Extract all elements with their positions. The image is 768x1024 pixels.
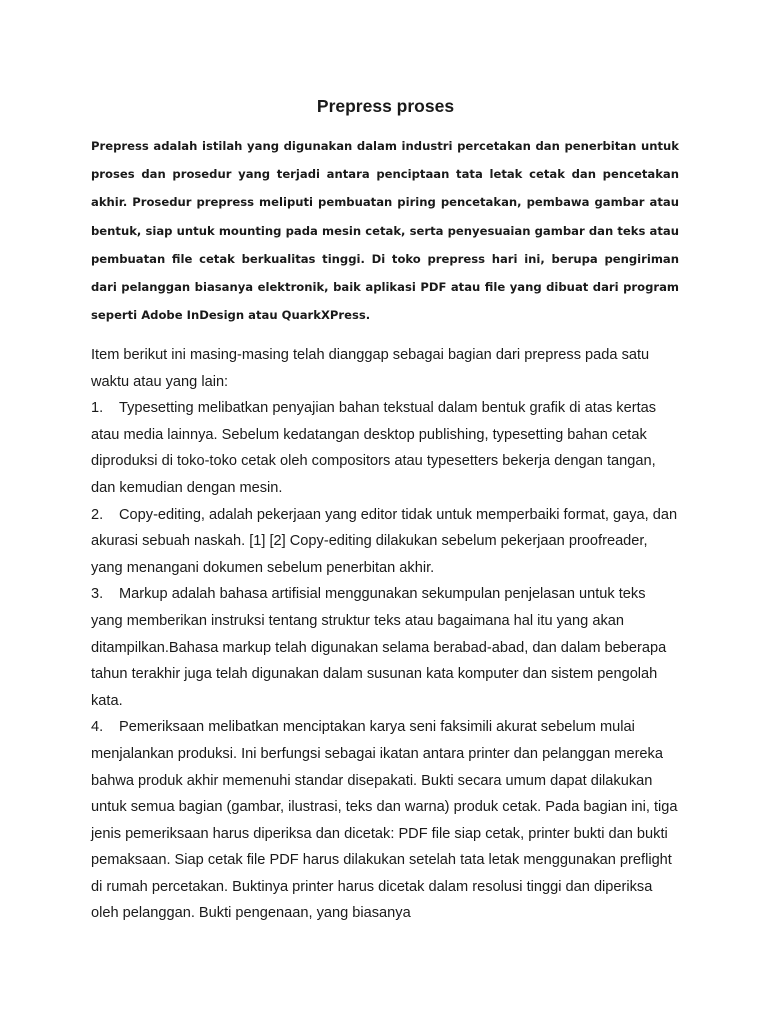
list-item [91, 395, 679, 501]
intro-paragraph: Prepress adalah istilah yang digunakan dalam industri percetakan dan penerbitan untuk proses dan prosedur yang terjadi antara penciptaan tata letak cetak dan pencetakan akhir. Prosedur prepress meliputi pembuatan piring pencetakan, pembawa gambar atau bentuk, siap untuk mounting pada mesin cetak, serta penyesuaian gambar dan teks atau pembuatan file cetak berkualitas tinggi. Di toko prepress hari ini, berupa pengiriman dari pelanggan biasanya elektronik, baik aplikasi PDF atau file yang dibuat dari program seperti Adobe InDesign atau QuarkXPress. [91, 139, 679, 323]
document-body [91, 342, 679, 927]
list-item-text: Copy-editing, adalah pekerjaan yang editor tidak untuk memperbaiki format, gaya, dan akurasi sebuah naskah. [1] [2] Copy-editing dilakukan sebelum pekerjaan proofreader, yang menangani dokumen sebelum penerbitan akhir. [91, 506, 678, 576]
list-item [91, 714, 679, 927]
lead-paragraph: Item berikut ini masing-masing telah dianggap sebagai bagian dari prepress pada satu waktu atau yang lain: [91, 347, 650, 390]
list-item-number: 3. [91, 586, 104, 603]
list-item-number: 4. [91, 719, 104, 736]
list-item [91, 581, 679, 714]
list-item-text: Typesetting melibatkan penyajian bahan tekstual dalam bentuk grafik di atas kertas atau media lainnya. Sebelum kedatangan desktop publishing, typesetting bahan cetak diproduksi di toko-toko cetak oleh compositors atau typesetters bekerja dengan tangan, dan kemudian dengan mesin. [91, 400, 657, 496]
list-item-text: Markup adalah bahasa artifisial menggunakan sekumpulan penjelasan untuk teks yang memberikan instruksi tentang struktur teks atau bagaimana hal itu yang akan ditampilkan.Bahasa markup telah digunakan selama berabad-abad, dan dalam beberapa tahun terakhir juga telah digunakan dalam susunan kata komputer dan sistem pengolah kata. [91, 586, 667, 709]
list-item [91, 502, 679, 582]
list-item-number: 2. [91, 506, 104, 523]
document-title: Prepress proses [316, 96, 455, 116]
list-item-number: 1. [91, 400, 104, 417]
list-item-text: Pemeriksaan melibatkan menciptakan karya seni faksimili akurat sebelum mulai menjalankan produksi. Ini berfungsi sebagai ikatan antara printer dan pelanggan mereka bahwa produk akhir memenuhi standar disepakati. Bukti secara umum dapat dilakukan untuk semua bagian (gambar, ilustrasi, teks dan warna) produk cetak. Pada bagian ini, tiga jenis pemeriksaan harus diperiksa dan dicetak: PDF file siap cetak, printer bukti dan bukti pemaksaan. Siap cetak file PDF harus dilakukan setelah tata letak menggunakan preflight di rumah percetakan. Buktinya printer harus dicetak dalam resolusi tinggi dan diperiksa oleh pelanggan. Bukti pengenaan, yang biasanya [91, 719, 678, 922]
